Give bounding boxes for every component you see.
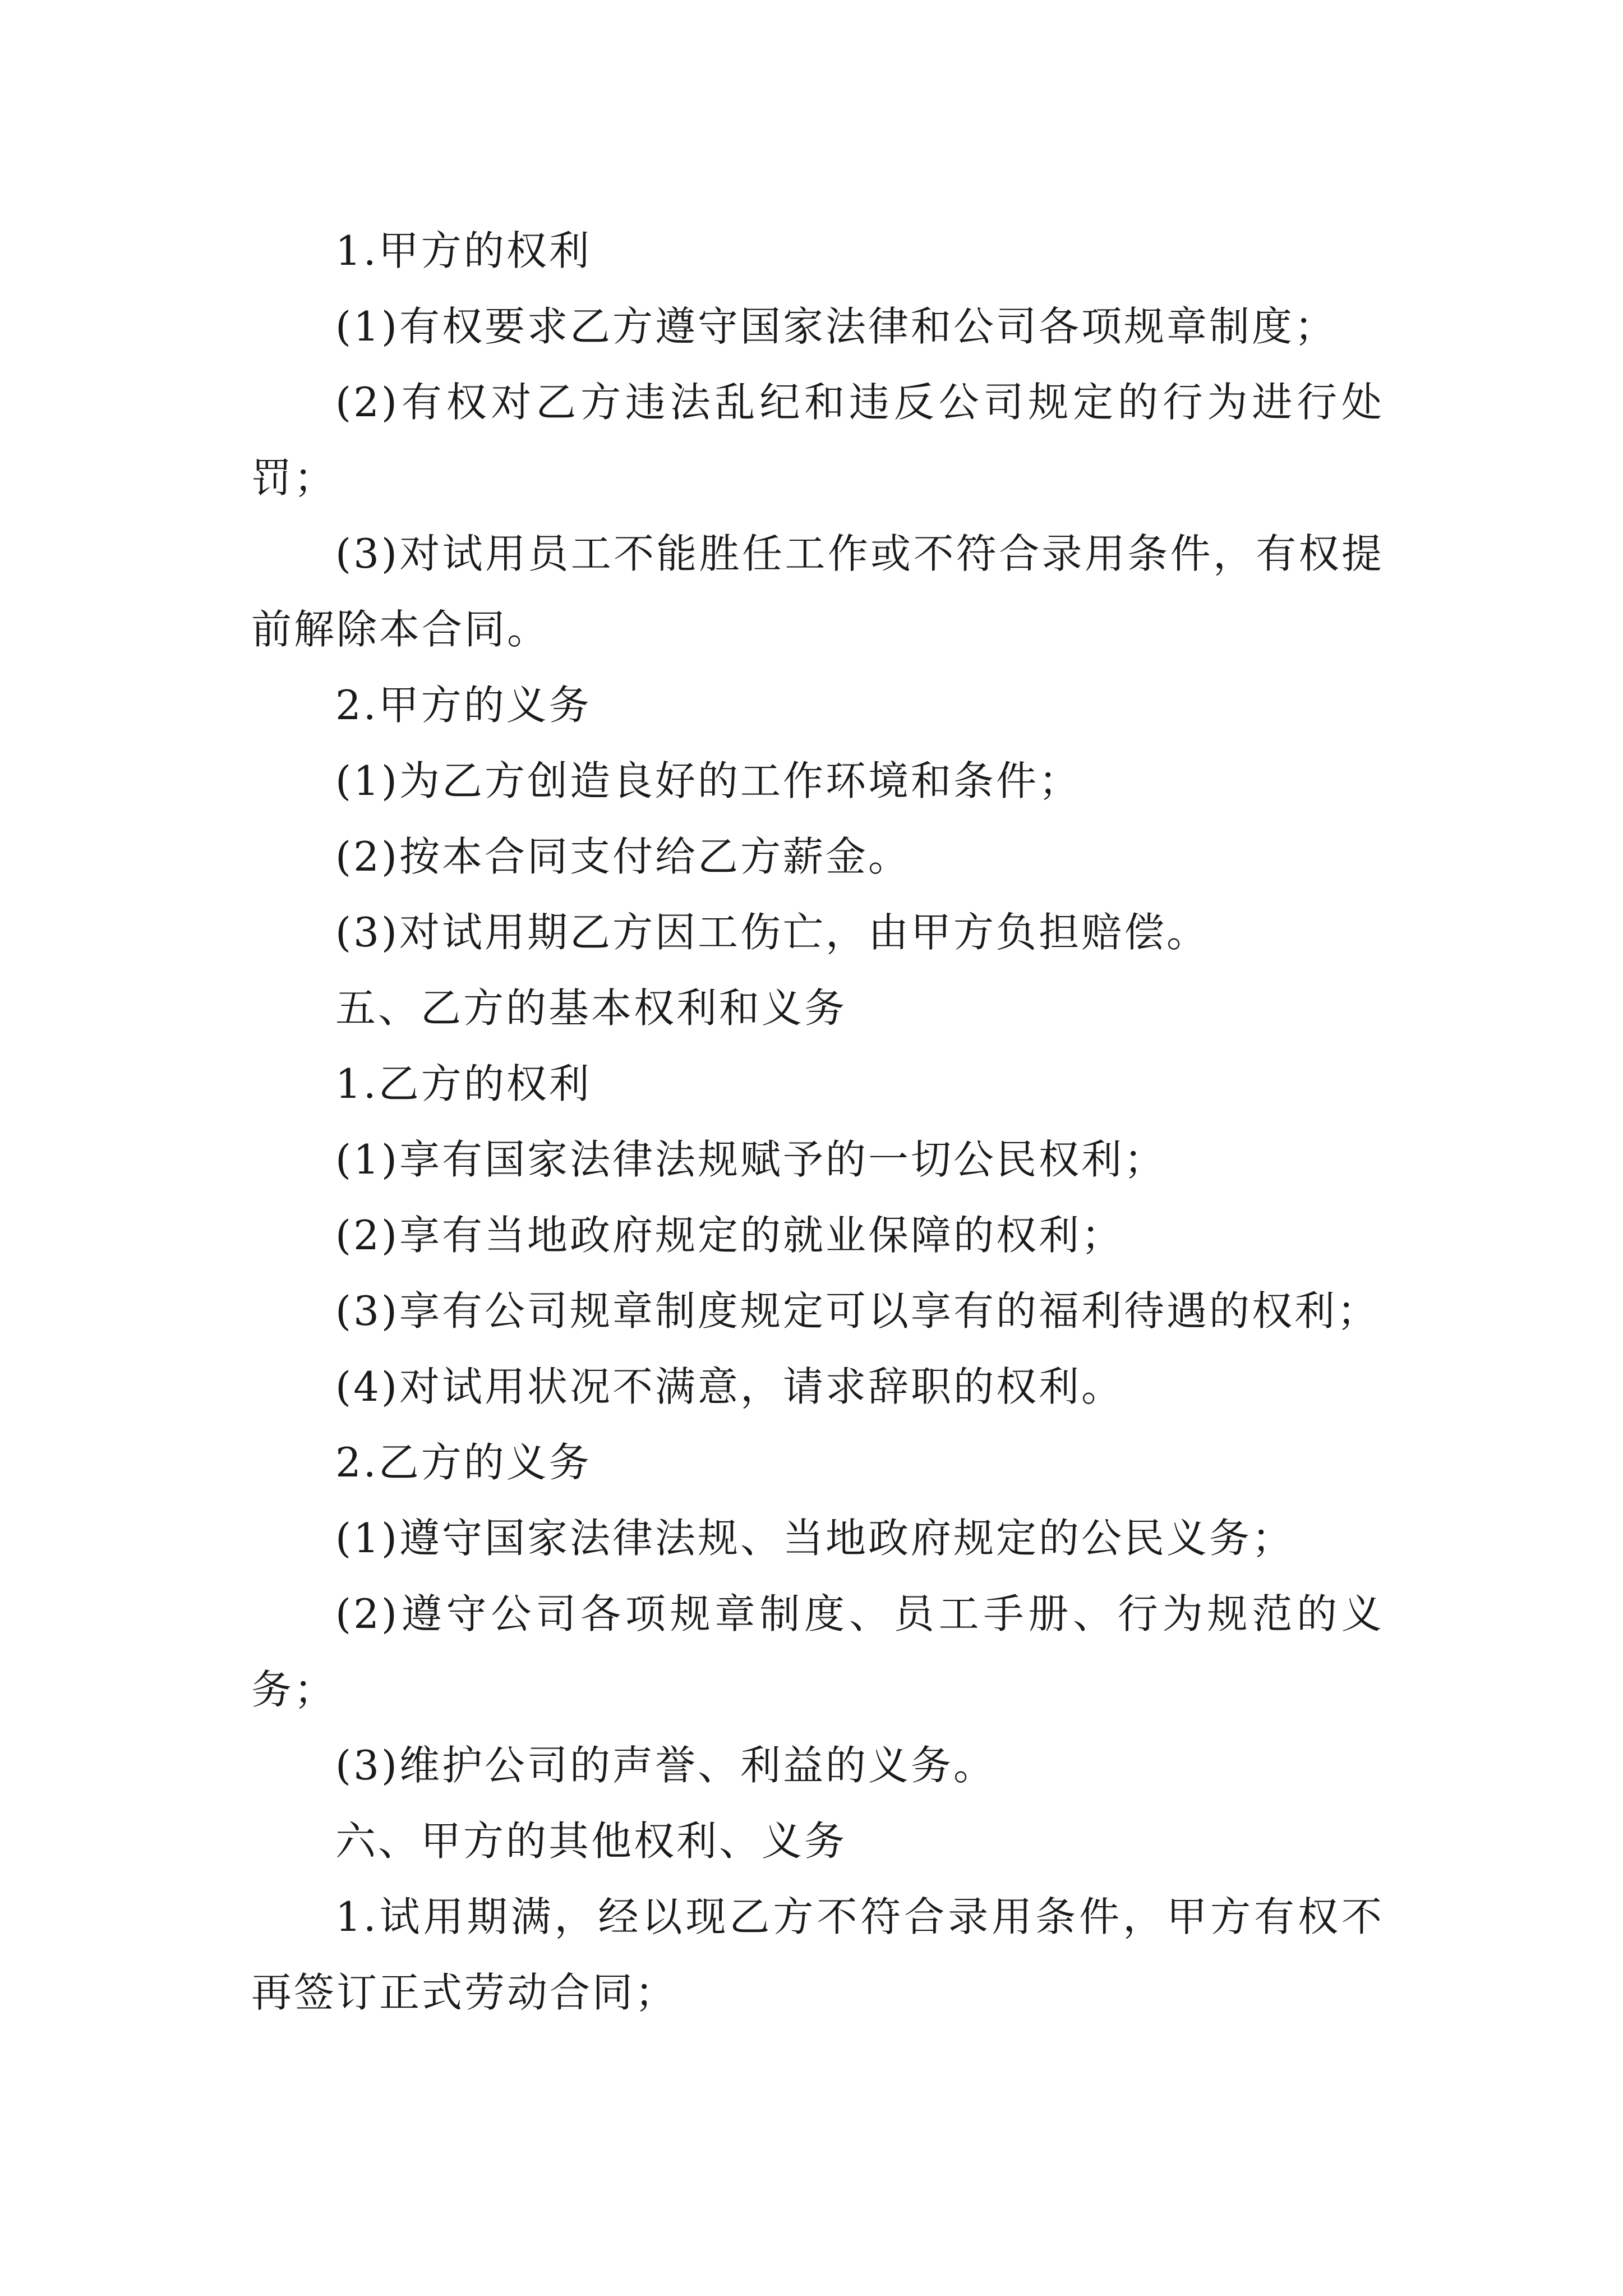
list-item: (3)对试用期乙方因工伤亡，由甲方负担赔偿。 bbox=[335, 909, 1209, 956]
chapter-heading-party-b-rights-obligations: 五、乙方的基本权利和义务 bbox=[335, 984, 847, 1032]
list-item: (2)遵守公司各项规章制度、员工手册、行为规范的义务； bbox=[251, 1590, 1384, 1713]
list-item: (3)维护公司的声誉、利益的义务。 bbox=[335, 1742, 996, 1789]
list-item: 1.试用期满，经以现乙方不符合录用条件，甲方有权不再签订正式劳动合同； bbox=[251, 1893, 1384, 2016]
section-heading-party-b-rights: 1.乙方的权利 bbox=[335, 1060, 592, 1107]
list-item: (3)享有公司规章制度规定可以享有的福利待遇的权利； bbox=[335, 1287, 1380, 1335]
list-item: (4)对试用状况不满意，请求辞职的权利。 bbox=[335, 1363, 1124, 1410]
list-item: (2)有权对乙方违法乱纪和违反公司规定的行为进行处罚； bbox=[251, 379, 1384, 501]
list-item: (1)为乙方创造良好的工作环境和条件； bbox=[335, 757, 1081, 804]
section-heading-party-a-obligations: 2.甲方的义务 bbox=[335, 682, 592, 729]
list-item: (2)按本合同支付给乙方薪金。 bbox=[335, 833, 911, 880]
section-heading-party-a-rights: 1.甲方的权利 bbox=[335, 227, 592, 274]
list-item: (1)遵守国家法律法规、当地政府规定的公民义务； bbox=[335, 1515, 1294, 1562]
list-item: (3)对试用员工不能胜任工作或不符合录用条件，有权提前解除本合同。 bbox=[251, 530, 1384, 653]
chapter-heading-party-a-other: 六、甲方的其他权利、义务 bbox=[335, 1818, 847, 1865]
list-item: (1)有权要求乙方遵守国家法律和公司各项规章制度； bbox=[335, 303, 1337, 350]
document-body bbox=[251, 213, 1384, 2031]
section-heading-party-b-obligations: 2.乙方的义务 bbox=[335, 1439, 592, 1486]
list-item: (2)享有当地政府规定的就业保障的权利； bbox=[335, 1212, 1124, 1259]
list-item: (1)享有国家法律法规赋予的一切公民权利； bbox=[335, 1136, 1166, 1183]
